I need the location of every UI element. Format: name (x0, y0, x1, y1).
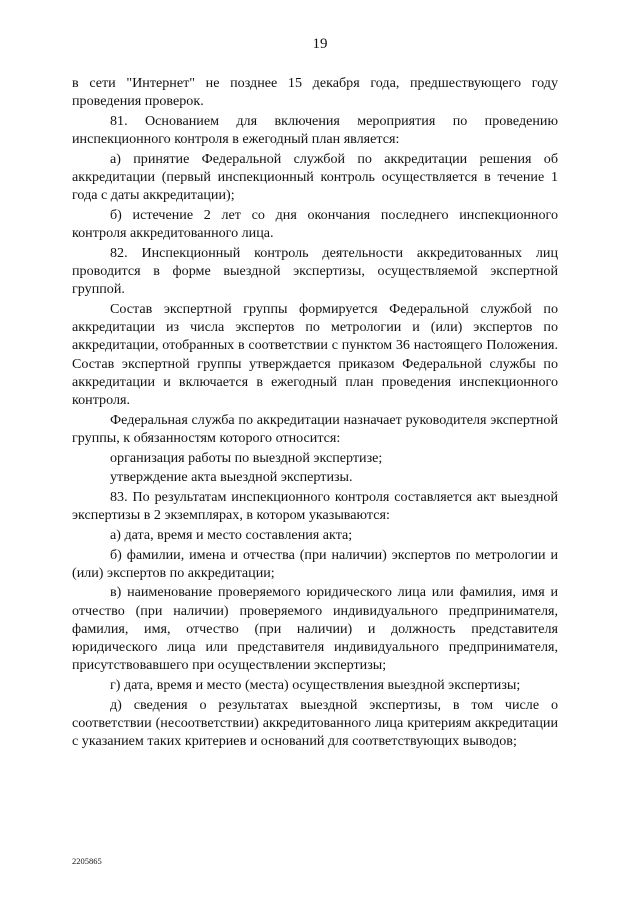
paragraph-82-duty-1: организация работы по выездной экспертизе; (110, 449, 383, 466)
paragraph-81-a: а) принятие Федеральной службой по аккредитации решения об аккредитации (первый инспекционный контроль осуществляется в течение 1 года с даты аккредитации); (72, 150, 558, 204)
paragraph-81: 81. Основанием для включения мероприятия по проведению инспекционного контроля в ежегодный план является: (72, 112, 558, 148)
paragraph-82-group-composition: Состав экспертной группы формируется Федеральной службой по аккредитации из числа экспертов по метрологии и (или) экспертов по аккредитации, отобранных в соответствии с пунктом 36 настоящего Положения. Состав экспертной группы утверждается приказом Федеральной службы по аккредитации и включается в ежегодный план проведения инспекционного контроля. (72, 300, 558, 408)
paragraph-83-b: б) фамилии, имена и отчества (при наличии) экспертов по метрологии и (или) экспертов по аккредитации; (72, 546, 558, 581)
document-body (72, 74, 558, 752)
paragraph-82-duty-2: утверждение акта выездной экспертизы. (110, 469, 353, 486)
page-number: 19 (312, 36, 328, 52)
document-code: 2205865 (72, 856, 102, 866)
paragraph-82: 82. Инспекционный контроль деятельности аккредитованных лиц проводится в форме выездной экспертизы, осуществляемой экспертной группой. (72, 244, 558, 298)
paragraph-83-a: а) дата, время и место составления акта; (110, 526, 353, 543)
paragraph-83-g: г) дата, время и место (места) осуществления выездной экспертизы; (110, 677, 521, 693)
paragraph-continuation: в сети "Интернет" не позднее 15 декабря года, предшествующего году проведения проверок. (72, 75, 558, 110)
paragraph-83-d: д) сведения о результатах выездной экспертизы, в том числе о соответствии (несоответствии) аккредитованного лица критериям аккредитации с указанием таких критериев и оснований для соответствующих выводов; (72, 696, 558, 750)
paragraph-83: 83. По результатам инспекционного контроля составляется акт выездной экспертизы в 2 экземплярах, в котором указываются: (72, 488, 558, 524)
paragraph-83-v: в) наименование проверяемого юридического лица или фамилия, имя и отчество (при наличии) проверяемого индивидуального предпринимателя, фамилия, имя, отчество (при наличии) и должность представителя юридического лица или представителя индивидуального предпринимателя, присутствовавшего при осуществлении экспертизы; (72, 584, 558, 674)
paragraph-82-group-leader: Федеральная служба по аккредитации назначает руководителя экспертной группы, к обязанностям которого относится: (72, 411, 558, 446)
paragraph-81-b: б) истечение 2 лет со дня окончания последнего инспекционного контроля аккредитованного лица. (72, 206, 558, 242)
